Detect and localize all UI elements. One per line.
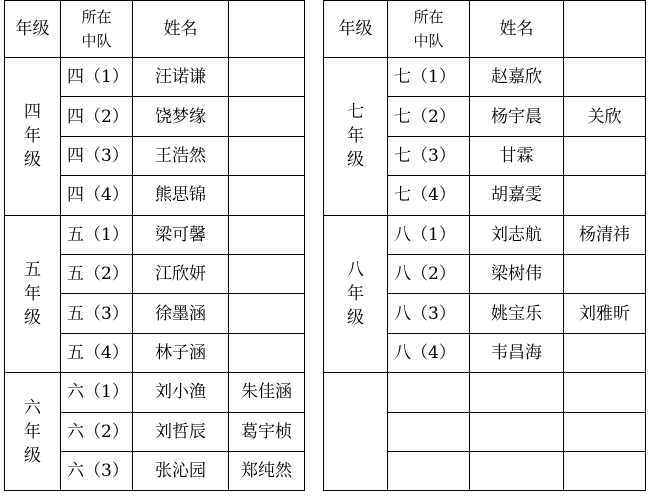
name-cell: 徐墨涵: [133, 294, 229, 333]
squad-cell: 七（4）: [388, 176, 470, 215]
table-row: [324, 373, 646, 412]
extra-name-cell: [564, 451, 646, 490]
name-cell: 姚宝乐: [470, 294, 564, 333]
extra-name-cell: 朱佳涵: [229, 373, 305, 412]
squad-cell: 五（2）: [61, 254, 133, 293]
squad-cell: [388, 373, 470, 412]
grade-cell: [324, 373, 388, 491]
extra-name-cell: [229, 97, 305, 136]
extra-name-cell: 郑纯然: [229, 451, 305, 490]
header-row: [5, 1, 305, 58]
header-squad-label: 所在中队: [413, 8, 444, 50]
extra-name-cell: [229, 254, 305, 293]
name-cell: 杨宇晨: [470, 97, 564, 136]
header-squad: [388, 1, 470, 58]
squad-cell: 八（3）: [388, 294, 470, 333]
name-cell: 刘哲辰: [133, 412, 229, 451]
extra-name-cell: [564, 58, 646, 97]
name-cell: 刘小渔: [133, 373, 229, 412]
header-extra: [229, 1, 305, 58]
header-name: 姓名: [470, 1, 564, 58]
squad-cell: 四（2）: [61, 97, 133, 136]
extra-name-cell: [564, 333, 646, 372]
table-row: [5, 58, 305, 97]
squad-cell: 六（2）: [61, 412, 133, 451]
squad-cell: 八（2）: [388, 254, 470, 293]
roster-table-left: [4, 0, 305, 491]
extra-name-cell: [229, 176, 305, 215]
name-cell: 韦昌海: [470, 333, 564, 372]
header-row: [324, 1, 646, 58]
squad-cell: 六（1）: [61, 373, 133, 412]
squad-cell: 六（3）: [61, 451, 133, 490]
grade-cell: [324, 215, 388, 373]
grade-label: 八年级: [347, 259, 364, 328]
name-cell: 胡嘉雯: [470, 176, 564, 215]
grade-label: 七年级: [347, 102, 364, 171]
table-row: [324, 58, 646, 97]
extra-name-cell: [564, 136, 646, 175]
squad-cell: 五（4）: [61, 333, 133, 372]
table-row: [5, 215, 305, 254]
extra-name-cell: 葛宇桢: [229, 412, 305, 451]
header-grade: 年级: [5, 1, 61, 58]
name-cell: 刘志航: [470, 215, 564, 254]
extra-name-cell: [229, 333, 305, 372]
name-cell: 赵嘉欣: [470, 58, 564, 97]
squad-cell: 八（1）: [388, 215, 470, 254]
name-cell: 江欣妍: [133, 254, 229, 293]
extra-name-cell: 刘雅昕: [564, 294, 646, 333]
extra-name-cell: [564, 373, 646, 412]
name-cell: 甘霖: [470, 136, 564, 175]
table-row: [5, 373, 305, 412]
name-cell: 熊思锦: [133, 176, 229, 215]
name-cell: 饶梦缘: [133, 97, 229, 136]
roster-table-right: [323, 0, 646, 491]
header-squad: [61, 1, 133, 58]
squad-cell: 四（4）: [61, 176, 133, 215]
grade-label: 五年级: [24, 259, 41, 328]
extra-name-cell: [564, 176, 646, 215]
name-cell: 张沁园: [133, 451, 229, 490]
header-squad-label: 所在中队: [81, 8, 112, 50]
grade-label: 六年级: [24, 397, 41, 466]
squad-cell: 八（4）: [388, 333, 470, 372]
squad-cell: [388, 412, 470, 451]
header-grade: 年级: [324, 1, 388, 58]
name-cell: [470, 451, 564, 490]
squad-cell: 五（3）: [61, 294, 133, 333]
name-cell: 梁可馨: [133, 215, 229, 254]
header-extra: [564, 1, 646, 58]
grade-cell: [5, 373, 61, 491]
squad-cell: 七（3）: [388, 136, 470, 175]
grade-cell: [5, 58, 61, 216]
extra-name-cell: [564, 254, 646, 293]
table-row: [324, 215, 646, 254]
extra-name-cell: 关欣: [564, 97, 646, 136]
name-cell: 汪诺谦: [133, 58, 229, 97]
extra-name-cell: 杨清祎: [564, 215, 646, 254]
header-name: 姓名: [133, 1, 229, 58]
squad-cell: 七（2）: [388, 97, 470, 136]
grade-cell: [324, 58, 388, 216]
squad-cell: 四（3）: [61, 136, 133, 175]
extra-name-cell: [564, 412, 646, 451]
extra-name-cell: [229, 136, 305, 175]
name-cell: [470, 412, 564, 451]
extra-name-cell: [229, 58, 305, 97]
squad-cell: [388, 451, 470, 490]
grade-cell: [5, 215, 61, 373]
grade-label: 四年级: [24, 102, 41, 171]
extra-name-cell: [229, 294, 305, 333]
squad-cell: 五（1）: [61, 215, 133, 254]
name-cell: [470, 373, 564, 412]
name-cell: 梁树伟: [470, 254, 564, 293]
squad-cell: 七（1）: [388, 58, 470, 97]
squad-cell: 四（1）: [61, 58, 133, 97]
name-cell: 林子涵: [133, 333, 229, 372]
name-cell: 王浩然: [133, 136, 229, 175]
extra-name-cell: [229, 215, 305, 254]
